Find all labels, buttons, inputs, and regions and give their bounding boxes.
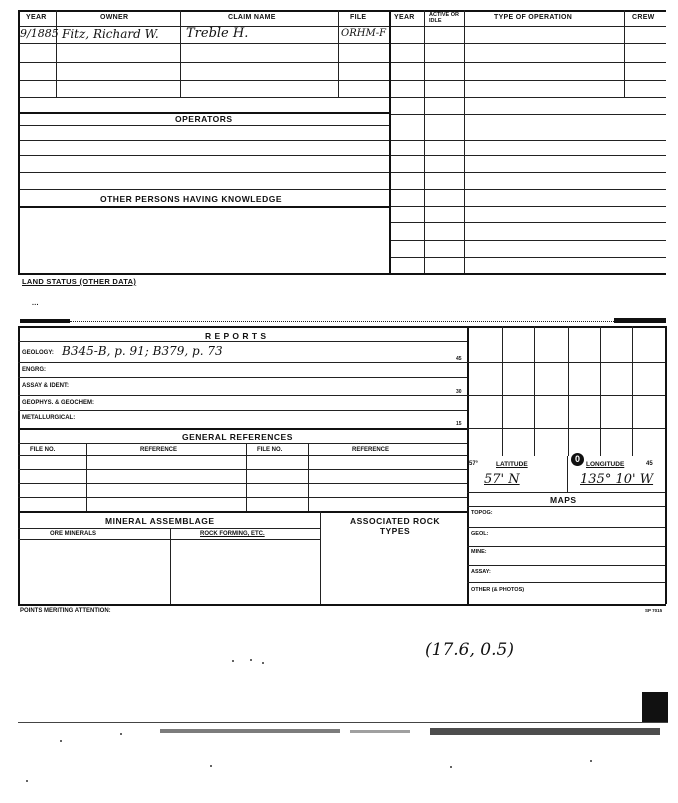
coordinate-note: (17.6, 0.5) [425, 640, 514, 660]
general-references-heading: GENERAL REFERENCES [182, 432, 293, 442]
scan-smudge [20, 319, 70, 323]
form-number: SP 7015 [645, 608, 663, 613]
col-claim-name: CLAIM NAME [228, 14, 276, 21]
geology-value: B345-B, p. 91; B379, p. 73 [62, 344, 223, 358]
maps-heading: MAPS [550, 495, 577, 505]
mineral-assemblage-heading: MINERAL ASSEMBLAGE [105, 516, 215, 526]
entry-claim-name: Treble H. [186, 26, 249, 41]
latitude-label: LATITUDE [496, 461, 528, 468]
ore-minerals-label: ORE MINERALS [50, 531, 97, 537]
mark-15: 15 [456, 421, 462, 427]
maps-topog: TOPOG: [471, 510, 493, 516]
land-status-heading: LAND STATUS (OTHER DATA) [22, 277, 137, 286]
ref-file-no-2: FILE NO. [257, 447, 283, 453]
col-year-2: YEAR [394, 14, 415, 21]
entry-owner: Fitz, Richard W. [62, 27, 159, 41]
entry-file: ORHM-F [341, 28, 387, 39]
col-owner: OWNER [100, 14, 129, 21]
maps-mine: MINE: [471, 549, 487, 555]
assay-ident-label: ASSAY & IDENT: [22, 383, 70, 389]
longitude-label: LONGITUDE [586, 461, 625, 468]
maps-geol: GEOL: [471, 531, 489, 537]
points-meriting-attention: POINTS MERITING ATTENTION: [20, 608, 111, 614]
col-year: YEAR [26, 14, 47, 21]
ref-reference: REFERENCE [140, 447, 178, 453]
reports-heading: R E P O R T S [205, 331, 267, 341]
land-status-note: ... [32, 300, 39, 307]
col-crew: CREW [632, 14, 655, 21]
maps-other: OTHER (& PHOTOS) [471, 587, 525, 593]
circled-digit: 0 [571, 453, 584, 466]
maps-assay: ASSAY: [471, 569, 491, 575]
longitude-value: 135° 10' W [580, 472, 654, 487]
col-active-idle: ACTIVE OR IDLE [429, 12, 459, 24]
entry-year: 9/1885 [20, 27, 59, 40]
ref-file-no: FILE NO. [30, 447, 56, 453]
rock-forming-label: ROCK FORMING, ETC. [200, 531, 265, 537]
geophys-label: GEOPHYS. & GEOCHEM: [22, 400, 95, 406]
metallurgical-label: METALLURGICAL: [22, 415, 76, 421]
latitude-value: 57' N [484, 472, 520, 487]
lon-suffix: 45 [646, 461, 653, 467]
other-persons-heading: OTHER PERSONS HAVING KNOWLEDGE [100, 194, 283, 204]
associated-rock-types-heading: ASSOCIATED ROCK TYPES [350, 516, 440, 536]
scan-smudge-right [614, 318, 666, 323]
col-type-of-operation: TYPE OF OPERATION [494, 14, 573, 21]
operators-heading: OPERATORS [175, 114, 233, 124]
engrg-label: ENGRG: [22, 367, 46, 373]
col-file: FILE [350, 14, 367, 21]
mark-30: 30 [456, 389, 462, 395]
geology-label: GEOLOGY: [22, 350, 54, 356]
ref-reference-2: REFERENCE [352, 447, 390, 453]
mark-45: 45 [456, 356, 462, 362]
lat-prefix: 57° [469, 461, 479, 467]
